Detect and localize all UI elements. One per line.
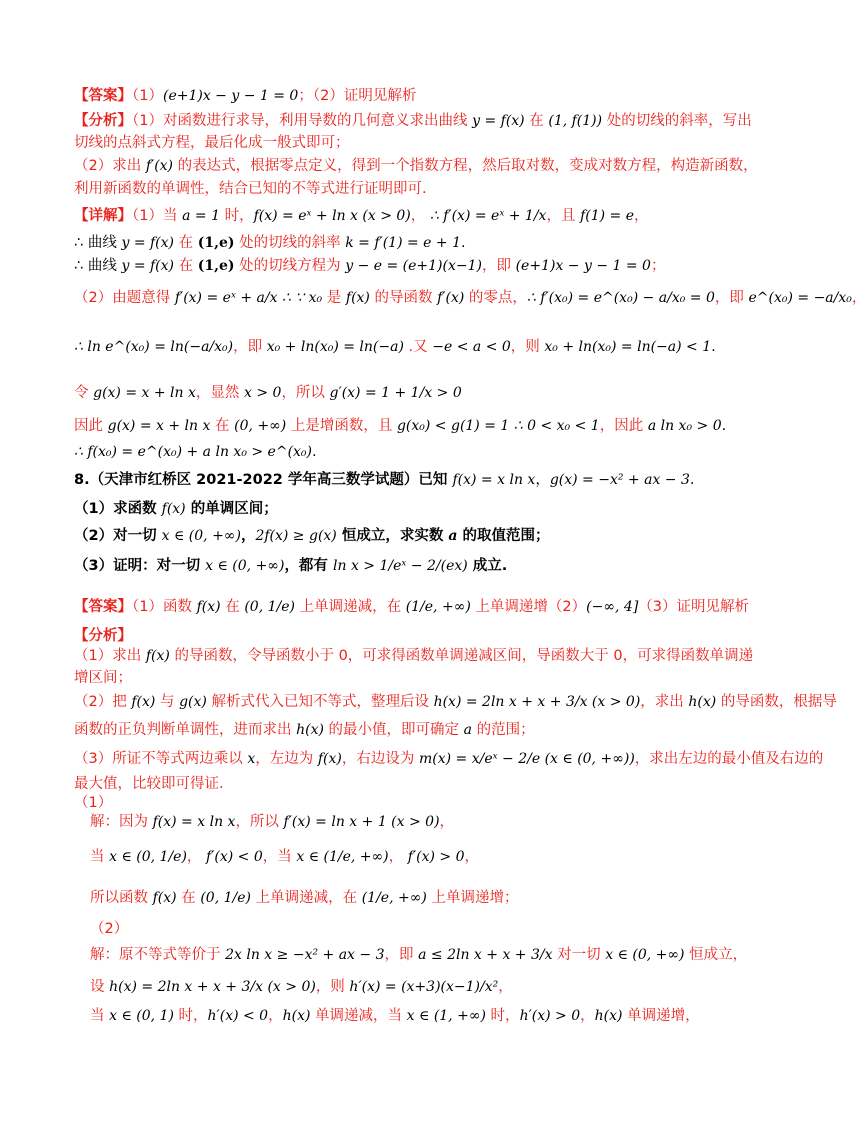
math-expression: −e < a < 0 [432,339,511,355]
math-expression: g(x) = −x² + ax − 3 [549,472,690,488]
math-expression: ∴ ln e^(x₀) = ln(−a/x₀) [74,339,234,355]
math-expression: f(x) [196,599,221,615]
text-segment: 与 [155,694,180,710]
text-line [74,86,416,106]
text-segment: 8.（天津市红桥区 2021-2022 学年高三数学试题）已知 [74,472,453,488]
text-segment: 利用新函数的单调性，结合已知的不等式进行证明即可. [74,181,427,197]
text-segment: ， [439,814,455,830]
text-segment: （1） [132,88,163,104]
math-expression: (0, 1/e) [200,890,251,906]
text-segment: ；（2）证明见解析 [298,88,417,104]
math-expression: h′(x) < 0 [207,1008,269,1024]
math-expression: f(x) = eˣ + ln x (x > 0) [253,208,411,224]
text-segment: ，都有 [284,558,333,574]
text-line [74,556,507,576]
math-expression: f(x) [161,501,186,517]
text-segment: . [711,339,716,355]
text-segment: （2）由题意得 [74,290,175,306]
text-segment: ，所以 [235,814,284,830]
text-segment: 【答案】 [74,88,132,104]
text-line [90,977,513,997]
text-segment: 当 [90,849,110,865]
math-expression: 2f(x) ≥ g(x) [255,528,337,544]
math-expression: a = 1 [182,208,220,224]
text-line [74,692,837,712]
text-segment: 在 [174,258,198,274]
text-segment: 增区间； [74,670,132,686]
math-expression: y = f(x) [121,235,174,251]
text-line [74,288,866,308]
math-expression: (1,e) [197,258,235,274]
text-segment: 令 [74,385,94,401]
text-segment: 解析式代入已知不等式，整理后设 [206,694,434,710]
text-segment: 是 [322,290,346,306]
text-segment: . [312,444,317,460]
math-expression: f(x) = x ln x [452,472,536,488]
math-expression: h′(x) > 0 [519,1008,581,1024]
text-segment: ∴ 曲线 [74,258,122,274]
text-segment: 在 [176,890,201,906]
text-line [74,720,535,740]
text-segment: 的导函数，根据导 [716,694,837,710]
math-expression: ∴ f(x₀) = e^(x₀) + a ln x₀ > e^(x₀) [74,444,313,460]
math-expression: f′(x) [145,158,174,174]
text-segment: .又 [403,339,433,355]
text-line [74,133,350,153]
math-expression: ∴ f′(x) = eˣ + 1/x [429,208,547,224]
text-segment: 的最小值，即可确定 [323,722,464,738]
text-segment: . [689,472,695,488]
text-segment: （1）求函数 [74,501,162,517]
math-expression: k = f′(1) = e + 1 [345,235,461,251]
text-segment: ； [650,258,666,274]
text-segment: 切线的点斜式方程，最后化成一般式即可； [74,135,350,151]
text-segment: 恒成立， [684,947,748,963]
math-expression: x₀ + ln(x₀) = ln(−a) [266,339,404,355]
math-expression: (1/e, +∞) [361,890,427,906]
text-segment: 在 [210,418,235,434]
math-expression: x ∈ (0, +∞) [605,947,685,963]
text-segment: 单调递减，当 [310,1008,407,1024]
math-expression: g(x₀) < g(1) = 1 ∴ 0 < x₀ < 1 [396,418,600,434]
text-segment: ， [268,1008,283,1024]
text-segment: ， [580,1008,595,1024]
text-segment: ，即 [714,290,749,306]
math-expression: (0, 1/e) [244,599,295,615]
text-line [90,812,454,832]
text-line [74,668,132,688]
math-expression: m(x) = x/eˣ − 2/e (x ∈ (0, +∞)) [418,751,635,767]
math-expression: h(x) [594,1008,623,1024]
text-segment: 函数的正负判断单调性，进而求出 [74,722,297,738]
math-expression: y − e = (e+1)(x−1) [345,258,482,274]
text-segment: . [721,418,727,434]
text-segment: ， [634,208,649,224]
text-segment: 【分析】 [74,628,132,644]
math-expression: ∴ f′(x₀) = e^(x₀) − a/x₀ = 0 [526,290,715,306]
text-segment: （3）证明见解析 [638,599,750,615]
text-segment: 的取值范围； [457,528,550,544]
math-expression: h(x) [282,1008,311,1024]
text-segment: ，左边为 [255,751,318,767]
text-segment: ，显然 [195,385,244,401]
text-line [74,597,749,617]
math-expression: a [448,528,458,544]
text-segment: （1）求出 [74,648,146,664]
math-expression: g(x) [179,694,207,710]
math-expression: (−∞, 4] [586,599,639,615]
text-line [74,626,132,646]
text-segment: 上单调递减，在 [294,599,406,615]
math-expression: h(x) [688,694,717,710]
text-line [90,919,128,939]
math-expression: (0, +∞) [234,418,287,434]
math-expression: (1, f(1)) [548,113,603,129]
math-expression: f′(x) < 0 [206,849,263,865]
text-line [90,1006,700,1026]
math-expression: x ∈ (0, +∞) [205,558,285,574]
text-segment: ，求出 [640,694,689,710]
math-expression: (e+1)x − y − 1 = 0 [515,258,651,274]
text-segment: （2）把 [74,694,132,710]
text-segment: ， [498,979,513,995]
text-segment: ，即 [233,339,267,355]
text-segment: 最大值，比较即可得证. [74,776,224,792]
math-expression: f′(x) = eˣ + a/x ∴ ∵ x₀ [174,290,323,306]
math-expression: (1/e, +∞) [405,599,471,615]
math-expression: x ∈ (0, +∞) [161,528,241,544]
text-segment: 成立. [467,558,508,574]
text-line [90,888,518,908]
text-segment: ，即 [384,947,419,963]
text-line [74,442,317,462]
math-expression: g(x) = x + ln x [93,385,196,401]
text-segment: （1） [74,795,113,811]
text-segment: ， [240,528,256,544]
text-line [74,111,752,131]
text-segment: ，且 [546,208,581,224]
text-segment: ， [388,849,408,865]
text-segment: ∴ 曲线 [74,235,122,251]
text-segment: 的零点， [464,290,527,306]
math-expression: f(x) [145,648,170,664]
text-segment: （2） [90,921,129,937]
text-segment: 的单调区间； [185,501,278,517]
text-segment: 解：因为 [90,814,153,830]
text-segment: ， [464,849,479,865]
text-segment: 的导函数 [369,290,438,306]
math-expression: ln x > 1/eˣ − 2/(ex) [333,558,468,574]
text-segment: 因此 [74,418,108,434]
text-segment: （1）函数 [132,599,197,615]
text-segment: 【详解】 [74,208,132,224]
text-segment: ，求出左边的最小值及右边的 [634,751,824,767]
text-line [74,499,278,519]
text-segment: 解：原不等式等价于 [90,947,226,963]
text-segment: 单调递增， [622,1008,700,1024]
math-expression: a ≤ 2ln x + x + 3/x [418,947,553,963]
text-segment: 设 [90,979,110,995]
text-segment: 处的切线的斜率，写出 [602,113,752,129]
math-expression: y = f(x) [121,258,174,274]
math-expression: 2x ln x ≥ −x² + ax − 3 [225,947,385,963]
math-expression: g′(x) = 1 + 1/x > 0 [329,385,462,401]
text-segment: （1）当 [132,208,183,224]
text-segment: 处的切线的斜率 [234,235,346,251]
math-expression: f(x) [131,694,156,710]
text-segment: ， [186,849,207,865]
math-expression: f(x) [317,751,342,767]
math-expression: x ∈ (0, 1) [109,1008,174,1024]
math-expression: f′(x) = ln x + 1 (x > 0) [283,814,440,830]
text-segment: 恒成立，求实数 [336,528,449,544]
text-line [74,206,649,226]
text-segment: （2）求出 [74,158,146,174]
text-segment: ，即 [481,258,516,274]
text-segment: 上单调递增； [426,890,519,906]
text-segment: ，则 [315,979,350,995]
math-expression: f′(x) > 0 [407,849,465,865]
text-segment: 上是增函数，且 [286,418,397,434]
text-segment: ，因此 [599,418,648,434]
math-expression: x > 0 [244,385,282,401]
math-expression: a [463,722,473,738]
text-segment: 的表达式，根据零点定义，得到一个指数方程，然后取对数，变成对数方程，构造新函数， [173,158,758,174]
text-line [74,337,716,357]
text-line [74,774,224,794]
text-line [74,749,823,769]
math-expression: f(x) [345,290,370,306]
text-line [90,945,747,965]
math-expression: e^(x₀) = −a/x₀ [748,290,852,306]
text-line [74,416,726,436]
text-segment: ，则 [510,339,545,355]
text-segment: 当 [90,1008,110,1024]
text-segment: 时， [173,1008,208,1024]
math-expression: h′(x) = (x+3)(x−1)/x² [349,979,499,995]
text-segment: 上单调递增（2） [470,599,587,615]
math-expression: f(1) = e [580,208,634,224]
math-expression: f(x) = x ln x [152,814,236,830]
text-segment: （3）所证不等式两边乘以 [74,751,248,767]
text-segment: 在 [174,235,198,251]
math-expression: x₀ + ln(x₀) = ln(−a) < 1 [544,339,712,355]
text-line [74,646,753,666]
math-expression: x ∈ (1/e, +∞) [296,849,389,865]
text-segment: ，当 [262,849,297,865]
math-expression: f(x) [152,890,177,906]
text-segment: （2）对一切 [74,528,162,544]
text-segment: ， [535,472,550,488]
text-segment: 上单调递减，在 [250,890,362,906]
text-segment: 处的切线方程为 [234,258,346,274]
text-segment: 的导函数，令导函数小于 0，可求得函数单调递减区间，导函数大于 0，可求得函数单调递 [169,648,754,664]
text-segment: ， [851,290,866,306]
text-line [74,233,466,253]
text-segment: 时， [219,208,254,224]
text-line [90,847,479,867]
text-line [74,256,665,276]
math-expression: f′(x) [437,290,465,306]
math-expression: a ln x₀ > 0 [647,418,722,434]
text-segment: （3）证明：对一切 [74,558,206,574]
text-line [74,156,758,176]
text-segment: ，所以 [281,385,330,401]
math-expression: h(x) = 2ln x + x + 3/x (x > 0) [433,694,641,710]
text-segment: 的范围； [472,722,535,738]
text-segment: . [460,235,466,251]
text-segment: ， [410,208,430,224]
text-segment: 在 [524,113,549,129]
math-expression: g(x) = x + ln x [107,418,211,434]
text-segment: 时， [485,1008,520,1024]
text-segment: （1）对函数进行求导，利用导数的几何意义求出曲线 [132,113,473,129]
text-line [74,383,462,403]
text-line [74,793,112,813]
math-expression: x [247,751,256,767]
math-expression: (1,e) [197,235,235,251]
text-segment: ，右边设为 [341,751,419,767]
text-segment: 对一切 [552,947,606,963]
math-expression: y = f(x) [472,113,525,129]
math-expression: (e+1)x − y − 1 = 0 [162,88,299,104]
math-expression: h(x) [296,722,324,738]
math-expression: x ∈ (0, 1/e) [109,849,187,865]
math-expression: x ∈ (1, +∞) [406,1008,486,1024]
text-line [74,179,427,199]
text-segment: 【分析】 [74,113,132,129]
text-segment: 【答案】 [74,599,132,615]
text-segment: 在 [220,599,245,615]
math-expression: h(x) = 2ln x + x + 3/x (x > 0) [109,979,316,995]
text-line [74,470,694,490]
text-segment: 所以函数 [90,890,153,906]
text-line [74,526,550,546]
